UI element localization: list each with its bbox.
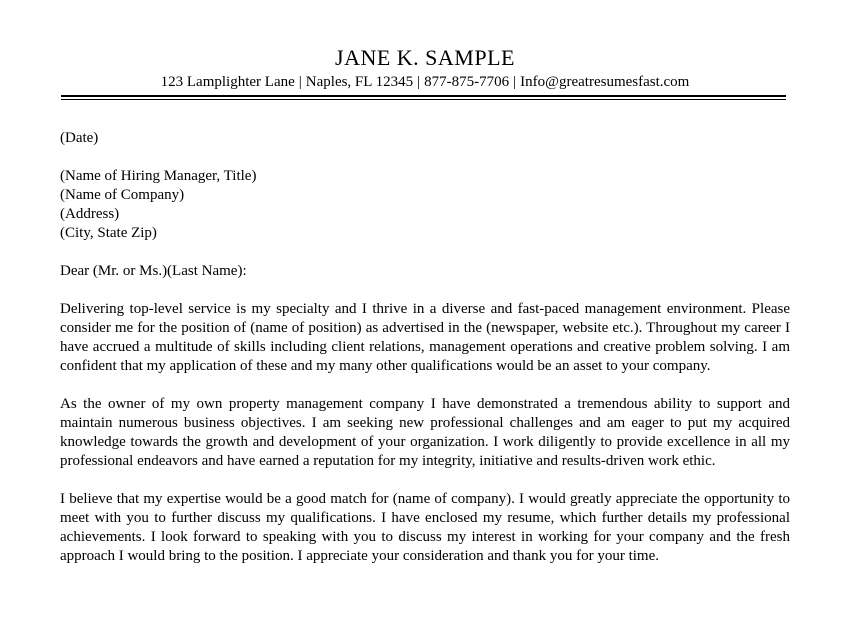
header-rule-thick xyxy=(61,95,786,97)
blank-line xyxy=(60,471,790,490)
body-paragraph: Delivering top-level service is my specialty and I thrive in a diverse and fast-paced management environment. Please consider me for the position of (name of position) as advertised in the (newspaper, website etc.). Throughout my career I have accrued a multitude of skills including client relations, management operations and creative problem solving. I am confident that my application of these and my many other qualifications would be an asset to your company. xyxy=(60,301,790,374)
contact-separator: | xyxy=(417,74,421,90)
recipient-block xyxy=(60,167,790,243)
recipient-line: (City, State Zip) xyxy=(60,225,157,241)
header-rule-thin xyxy=(61,99,786,100)
body-paragraph: I believe that my expertise would be a good match for (name of company). I would greatly appreciate the opportunity to meet with you to further discuss my qualifications. I have enclosed my resume, which further details my professional achievements. I look forward to speaking with you to discuss my interest in working for your company and the fresh approach I would bring to the position. I appreciate your consideration and thank you for your time. xyxy=(60,491,790,564)
blank-line xyxy=(60,376,790,395)
contact-separator: | xyxy=(513,74,517,90)
applicant-name: JANE K. SAMPLE xyxy=(335,45,515,70)
letter-date: (Date) xyxy=(60,130,99,146)
contact-email: Info@greatresumesfast.com xyxy=(520,74,690,90)
contact-separator: | xyxy=(298,74,302,90)
blank-line xyxy=(60,148,790,167)
letter-body xyxy=(60,129,790,566)
contact-line xyxy=(0,72,850,92)
salutation: Dear (Mr. or Ms.)(Last Name): xyxy=(60,263,247,279)
recipient-line: (Address) xyxy=(60,206,120,222)
recipient-line: (Name of Company) xyxy=(60,187,185,203)
contact-address: 123 Lamplighter Lane xyxy=(160,74,295,90)
recipient-line: (Name of Hiring Manager, Title) xyxy=(60,168,257,184)
body-paragraph: As the owner of my own property management company I have demonstrated a tremendous ability to support and maintain numerous business objectives. I am seeking new professional challenges and am eager to put my acquired knowledge towards the growth and development of your organization. I work diligently to provide excellence in all my professional endeavors and have earned a reputation for my integrity, initiative and results-driven work ethic. xyxy=(60,396,790,469)
contact-city: Naples, FL 12345 xyxy=(305,74,414,90)
blank-line xyxy=(60,281,790,300)
blank-line xyxy=(60,243,790,262)
contact-phone: 877-875-7706 xyxy=(424,74,510,90)
